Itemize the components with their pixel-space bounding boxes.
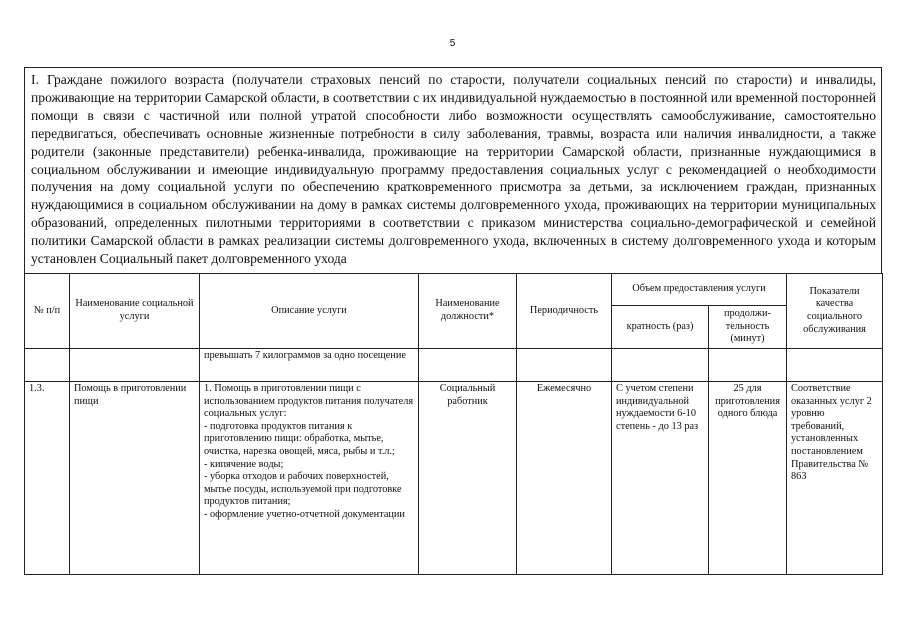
header-position: Наименование должности* xyxy=(419,274,517,349)
cell-empty xyxy=(709,349,787,382)
cell-empty xyxy=(612,349,709,382)
cell-position: Социальный работник xyxy=(419,382,517,575)
cell-empty xyxy=(25,349,70,382)
table-row xyxy=(25,382,883,575)
cell-duration: 25 для приготовления одного блюда xyxy=(709,382,787,575)
cell-periodicity: Ежемесячно xyxy=(517,382,612,575)
cell-multiplicity: С учетом степени индивидуальной нуждаемости 6-10 степень - до 13 раз xyxy=(612,382,709,575)
cell-num: 1.3. xyxy=(25,382,70,575)
cell-continuation-desc: превышать 7 килограммов за одно посещение xyxy=(200,349,419,382)
cell-empty xyxy=(70,349,200,382)
services-table xyxy=(24,273,883,575)
desc-line: 1. Помощь в приготовлении пищи с использованием продуктов питания получателя социальных услуг: xyxy=(204,383,414,420)
header-description: Описание услуги xyxy=(200,274,419,349)
cell-quality: Соответствие оказанных услуг 2 уровню требований, установленных постановлением Правительства № 863 xyxy=(787,382,883,575)
desc-line: - оформление учетно-отчетной документации xyxy=(204,508,405,520)
header-duration: продолжи-тельность (минут) xyxy=(709,306,787,349)
desc-line: - подготовка продуктов питания к приготовлению пищи: обработка, мытье, очистка, нарезка овощей, мяса, рыбы и т.л.; xyxy=(204,420,395,457)
cell-service-name: Помощь в приготовлении пищи xyxy=(70,382,200,575)
table-header-row xyxy=(25,274,883,306)
desc-line: - кипячение воды; xyxy=(204,458,284,470)
header-periodicity: Периодичность xyxy=(517,274,612,349)
table-row-continuation xyxy=(25,349,883,382)
section-intro-text: I. Граждане пожилого возраста (получатели страховых пенсий по старости, получатели социальных пенсий по старости) и инвалиды, проживающие на территории Самарской области, в соответствии с их индивидуальной нуждаемостью в постоянной или временной посторонней помощи в связи с частичной или полной утратой способности либо возможности осуществлять самообслуживание, самостоятельно передвигаться, обеспечивать основные жизненные потребности в силу заболевания, травмы, возраста или наличия инвалидности, а также родители (законные представители) ребенка-инвалида, проживающие на территории Самарской области, признанные нуждающимися в социальном обслуживании и имеющие индивидуальную программу предоставления социальных услуг с рекомендацией о необходимости получения на дому социальной услуги по обеспечению кратковременного присмотра за детьми, за исключением граждан, признанных нуждающимися в социальном обслуживании на дому в рамках системы долговременного ухода, проживающих на территории муниципальных образований, определенных пилотными территориями в соответствии с приказом министерства социально-демографической и семейной политики Самарской области в рамках реализации системы долговременного ухода, включенных в систему долговременного ухода и которым установлен Социальный пакет долговременного ухода xyxy=(24,67,882,274)
header-multiplicity: кратность (раз) xyxy=(612,306,709,349)
cell-description xyxy=(200,382,419,575)
page-number: 5 xyxy=(449,38,456,49)
desc-line: - уборка отходов и рабочих поверхностей, мытье посуды, используемой при подготовке продуктов питания; xyxy=(204,471,402,508)
header-volume: Объем предоставления услуги xyxy=(612,274,787,306)
header-quality: Показатели качества социального обслуживания xyxy=(787,274,883,349)
header-num: № п/п xyxy=(25,274,70,349)
cell-empty xyxy=(517,349,612,382)
cell-empty xyxy=(419,349,517,382)
header-service-name: Наименование социальной услуги xyxy=(70,274,200,349)
cell-empty xyxy=(787,349,883,382)
